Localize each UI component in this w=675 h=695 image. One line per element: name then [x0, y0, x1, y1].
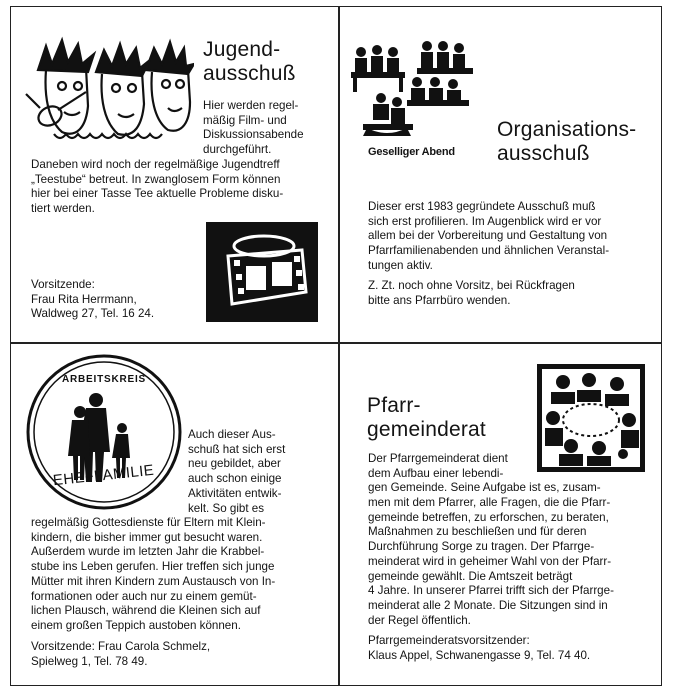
text-line: meinderat alle 2 Monate. Die Sitzungen sind in [368, 598, 608, 612]
text-line: Dieser erst 1983 gegründete Ausschuß muß [368, 200, 596, 213]
text-line: Auch dieser Aus- [188, 428, 276, 441]
text-line: stube ins Leben gerufen. Hier treffen sich junge [31, 560, 275, 574]
organisation-title-line2: ausschuß [497, 142, 590, 165]
jugend-title-line1: Jugend- [203, 38, 281, 61]
text-line: Diskussionsabende [203, 128, 304, 142]
ehe-body-text [31, 516, 331, 634]
vertical-divider [338, 6, 340, 686]
text-line: Der Pfarrgemeinderat dient [368, 452, 508, 465]
text-line: neu gebildet, aber [188, 457, 281, 471]
youth-faces-illustration [24, 34, 194, 146]
text-line: Klaus Appel, Schwanengasse 9, Tel. 74 40. [368, 648, 591, 662]
pfarr-title [367, 394, 486, 442]
organisation-note [368, 279, 660, 308]
text-line: meinderat wird in geheimer Wahl von der Pfarr- [368, 554, 612, 568]
text-line: kindern, die bisher immer gut besucht waren. [31, 530, 263, 544]
text-line: mäßig Film- und [203, 113, 287, 127]
text-line: dem Aufbau einer lebendi- [368, 466, 504, 480]
pfarr-title-line1: Pfarr- [367, 394, 421, 417]
ehe-side-text [188, 428, 330, 516]
text-line: Durchführung Sorge zu tragen. Der Pfarrge- [368, 540, 595, 554]
organisation-body-text [368, 200, 660, 274]
jugend-title [203, 38, 296, 86]
text-line: einem großen Teppich austoben können. [31, 618, 241, 632]
text-line: formationen oder auch nur zu einem gemüt- [31, 589, 257, 603]
text-line: hier bei einer Tasse Tee aktuelle Probleme disku- [31, 187, 284, 201]
text-line: tungen aktiv. [368, 258, 433, 272]
text-line: sich erst profilieren. Im Augenblick wird er vor [368, 214, 602, 228]
jugend-side-text [203, 99, 321, 158]
text-line: Maßnahmen zu beschließen und für deren [368, 525, 587, 539]
logo-bottom-text: EHE+FAMILIE [52, 461, 155, 490]
logo-top-text: ARBEITSKREIS [61, 374, 147, 385]
text-line: Vorsitzende: Frau Carola Schmelz, [31, 640, 211, 653]
text-line: kelt. So gibt es [188, 501, 265, 515]
ehe-familie-logo [24, 352, 184, 512]
text-line: gemeinde gewählt. Die Amtszeit beträgt [368, 569, 573, 583]
text-line: men mit dem Pfarrer, alle Fragen, die die Pfarr- [368, 496, 611, 509]
text-line: Vorsitzende: [31, 278, 95, 291]
text-line: bitte ans Pfarrbüro wenden. [368, 293, 511, 307]
organisation-title-line1: Organisations- [497, 118, 637, 141]
text-line: lichen Plausch, während die Kleinen sich auf [31, 604, 261, 618]
pfarr-title-line2: gemeinderat [367, 418, 486, 441]
text-line: allem bei der Vorbereitung und Gestaltung von [368, 229, 608, 243]
pfarr-body-text [368, 496, 658, 628]
jugend-title-line2: ausschuß [203, 62, 296, 85]
jugend-contact [31, 278, 201, 322]
text-line: Aktivitäten entwik- [188, 486, 282, 500]
film-reel-image [206, 222, 318, 322]
text-line: regelmäßig Gottesdienste für Eltern mit Klein- [31, 516, 266, 529]
text-line: Pfarrgemeinderatsvorsitzender: [368, 634, 530, 647]
text-line: auch schon einige [188, 472, 282, 486]
horizontal-divider [10, 342, 662, 344]
jugend-body-text [31, 158, 331, 217]
text-line: schuß hat sich erst [188, 442, 286, 456]
text-line: durchgeführt. [203, 143, 272, 157]
text-line: „Teestube“ betreut. In zwanglosem Form können [31, 172, 281, 186]
text-line: Spielweg 1, Tel. 78 49. [31, 654, 148, 668]
text-line: gen Gemeinde. Seine Aufgabe ist es, zusam- [368, 481, 601, 495]
text-line: Pfarrfamilienabenden und ähnlichen Veranstal- [368, 244, 610, 258]
social-evening-illustration [347, 38, 477, 140]
pfarr-contact [368, 634, 658, 663]
text-line: Außerdem wurde im letzten Jahr die Krabbel- [31, 545, 265, 559]
text-line: gemeinde betreffen, zu erforschen, zu beraten, [368, 510, 609, 524]
text-line: tiert werden. [31, 202, 95, 216]
pfarr-side-text [368, 452, 658, 496]
organisation-image-caption: Geselliger Abend [368, 146, 455, 158]
text-line: Frau Rita Herrmann, [31, 292, 137, 306]
text-line: Z. Zt. noch ohne Vorsitz, bei Rückfragen [368, 279, 575, 292]
organisation-title [497, 118, 636, 166]
text-line: Waldweg 27, Tel. 16 24. [31, 307, 155, 321]
text-line: Mütter mit ihren Kindern zum Austausch von In- [31, 574, 276, 588]
text-line: der Regel öffentlich. [368, 613, 471, 627]
text-line: 4 Jahre. In unserer Pfarrei trifft sich der Pfarrge- [368, 584, 614, 598]
ehe-contact [31, 640, 331, 669]
text-line: Daneben wird noch der regelmäßige Jugendtreff [31, 158, 280, 171]
text-line: Hier werden regel- [203, 99, 299, 112]
